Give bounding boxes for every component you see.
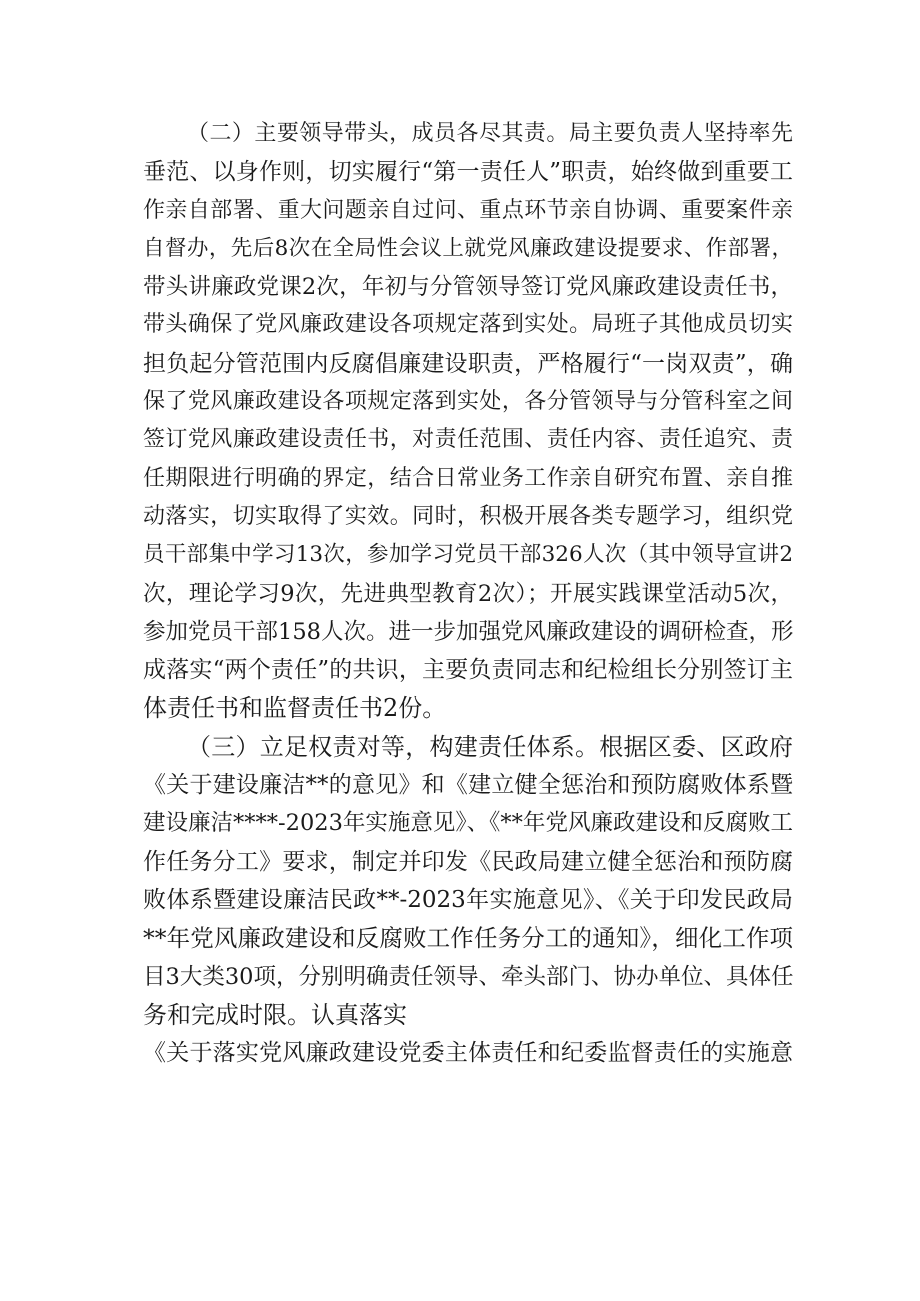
paragraph-2-line-1: （二）主要领导带头，成员各尽其责。局主要负责人坚持率先 [187,121,793,146]
paragraph-3-line-8: 务和完成时限。认真落实 [143,1000,407,1029]
paragraph-2-line-10: 任期限进行明确的界定，结合日常业务工作亲自研究布置、亲自推 [143,465,793,491]
body-text [143,115,793,1072]
paragraph-3-line-1: （三）立足权责对等，构建责任体系。根据区委、区政府 [187,732,793,761]
paragraph-2-line-11: 动落实，切实取得了实效。同时，积极开展各类专题学习，组织党 [143,503,793,529]
paragraph-3-line-2: 《关于建设廉洁**的意见》和《建立健全惩治和预防腐败体系暨 [143,772,793,799]
paragraph-2-line-15: 成落实“两个责任”的共识，主要负责同志和纪检组长分别签订主 [143,657,793,684]
paragraph-2-line-7: 担负起分管范围内反腐倡廉建设职责，严格履行“一岗双责”，确 [143,350,793,377]
paragraph-2-line-9: 签订党风廉政建设责任书，对责任范围、责任内容、责任追究、责 [143,427,793,453]
paragraph-3-line-3: 建设廉洁****-2023年实施意见》、《**年党风廉政建设和反腐败工 [143,810,793,837]
paragraph-2-line-2: 垂范、以身作则，切实履行“第一责任人”职责，始终做到重要工 [143,159,793,186]
paragraph-2-line-8: 保了党风廉政建设各项规定落到实处，各分管领导与分管科室之间 [143,389,793,415]
paragraph-2-line-5: 带头讲廉政党课2次，年初与分管领导签订党风廉政建设责任书， [143,274,793,301]
paragraph-2-line-14: 参加党员干部158人次。进一步加强党风廉政建设的调研检查，形 [143,618,794,645]
paragraph-2-line-13: 次，理论学习9次，先进典型教育2次）；开展实践课堂活动5次， [143,580,793,607]
paragraph-2-line-4: 自督办，先后8次在全局性会议上就党风廉政建设提要求、作部署， [143,235,793,261]
paragraph-3-line-5: 败体系暨建设廉洁民政**-2023年实施意见》、《关于印发民政局 [143,886,793,913]
paragraph-3-line-7: 目3大类30项，分别明确责任领导、牵头部门、协办单位、具体任 [143,963,794,990]
paragraph-2-line-12: 员干部集中学习13次，参加学习党员干部326人次（其中领导宣讲2 [143,542,793,568]
paragraph-2-line-6: 带头确保了党风廉政建设各项规定落到实处。局班子其他成员切实 [143,312,793,338]
paragraph-4-line-1: 《关于落实党风廉政建设党委主体责任和纪委监督责任的实施意 [143,1040,793,1067]
paragraph-2-line-16: 体责任书和监督责任书2份。 [143,694,447,723]
paragraph-3-line-4: 作任务分工》要求，制定并印发《民政局建立健全惩治和预防腐 [143,848,793,875]
paragraph-2-line-3: 作亲自部署、重大问题亲自过问、重点环节亲自协调、重要案件亲 [143,197,793,223]
paragraph-3-line-6: **年党风廉政建设和反腐败工作任务分工的通知》，细化工作项 [143,924,793,953]
